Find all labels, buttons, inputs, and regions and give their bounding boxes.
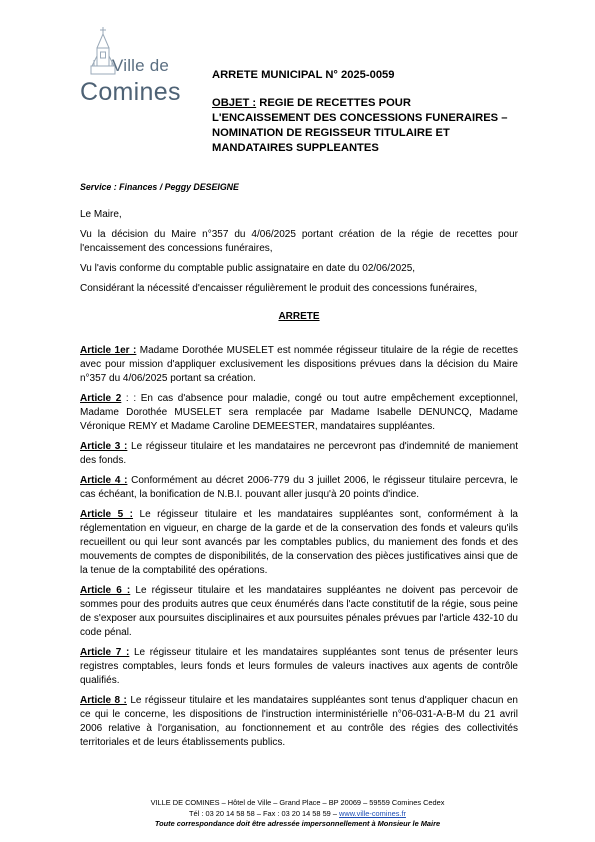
service-line: Service : Finances / Peggy DESEIGNE: [80, 182, 239, 192]
considerant: Considérant la nécessité d'encaisser régulièrement le produit des concessions funéraires,: [80, 283, 478, 294]
article-3: [80, 440, 518, 468]
article-1-label: Article 1er :: [80, 345, 137, 356]
comines-logo: [80, 26, 200, 108]
article-2: [80, 392, 518, 434]
arrete-heading: ARRETE: [278, 311, 320, 322]
vu-avis: Vu l'avis conforme du comptable public assignataire en date du 02/06/2025,: [80, 263, 416, 274]
article-6-label: Article 6 :: [80, 585, 131, 596]
article-7-text: Le régisseur titulaire et les mandataires suppléantes sont tenus de présenter leurs registres comptables, leurs fonds et leurs formules de valeurs inactives aux agents de contrôle qualifiés.: [80, 647, 518, 686]
footer-contact: [0, 809, 595, 820]
object-label: OBJET :: [212, 97, 257, 109]
logo-ville-text: Ville de: [112, 56, 170, 75]
object-block: [212, 96, 512, 156]
article-4: [80, 474, 518, 502]
article-7: [80, 646, 518, 688]
article-2-label: Article 2: [80, 393, 122, 404]
article-5-label: Article 5 :: [80, 509, 134, 520]
le-maire: Le Maire,: [80, 209, 122, 220]
article-2-text: : : En cas d'absence pour maladie, congé ou tout autre empêchement exceptionnel, Madame Dorothée MUSELET sera remplacée par Madame Isabelle DENUNCQ, Madame Véronique REMY et Madame Caroline DEMEESTER, mandataires suppléantes.: [80, 393, 518, 432]
article-4-text: Conformément au décret 2006-779 du 3 juillet 2006, le régisseur titulaire percevra, le cas échéant, la bonification de N.B.I. pouvant aller jusqu'à 20 points d'indice.: [80, 475, 518, 500]
article-3-text: Le régisseur titulaire et les mandataires ne percevront pas d'indemnité de maniement des fonds.: [80, 441, 518, 466]
arrete-number: ARRETE MUNICIPAL N° 2025-0059: [212, 69, 395, 81]
article-3-label: Article 3 :: [80, 441, 128, 452]
article-5-text: Le régisseur titulaire et les mandataires suppléantes sont, conformément à la réglementation en vigueur, en charge de la garde et de la conservation des fonds et valeurs qu'ils recueillent ou qui leur sont avancés par les comptables publics, du maniement des fonds et des mouvements de comptes de disponibilités, de la conservation des pièces justificatives ainsi que de la tenue de la comptabilité des opérations.: [80, 509, 518, 576]
article-8-text: Le régisseur titulaire et les mandataires suppléantes sont tenus d'appliquer chacun en ce qui le concerne, les dispositions de l'instruction interministérielle n°06-031-A-B-M du 21 avril 2006 relative à l'organisation, au fonctionnement et au contrôle des régies des collectivités territoriales et de leurs établissements publics.: [80, 695, 518, 748]
article-6-text: Le régisseur titulaire et les mandataires suppléantes ne doivent pas percevoir de sommes pour des produits autres que ceux énumérés dans l'acte constitutif de la régie, sous peine de s'exposer aux poursuites disciplinaires et aux poursuites pénales prévues par l'article 432-10 du code pénal.: [80, 585, 519, 638]
article-5: [80, 508, 518, 578]
document-body: [80, 208, 518, 756]
article-1: [80, 344, 518, 386]
object-text: REGIE DE RECETTES POUR L'ENCAISSEMENT DES CONCESSIONS FUNERAIRES – NOMINATION DE REGISSEUR TITULAIRE ET MANDATAIRES SUPPLEANTES: [212, 97, 508, 154]
article-6: [80, 584, 518, 640]
article-8: [80, 694, 518, 750]
footer-note: Toute correspondance doit être adressée impersonnellement à Monsieur le Maire: [154, 819, 441, 828]
footer-phone-fax: Tél : 03 20 14 58 58 – Fax : 03 20 14 58 59 –: [189, 808, 340, 818]
document-header: [212, 68, 512, 156]
page-footer: [0, 798, 595, 830]
article-8-label: Article 8 :: [80, 695, 127, 706]
article-7-label: Article 7 :: [80, 647, 130, 658]
website-link[interactable]: www.ville-comines.fr: [339, 808, 406, 818]
footer-address: VILLE DE COMINES – Hôtel de Ville – Grand Place – BP 20069 – 59559 Comines Cedex: [150, 798, 445, 807]
article-4-label: Article 4 :: [80, 475, 128, 486]
vu-decision: Vu la décision du Maire n°357 du 4/06/2025 portant création de la régie de recettes pour l'encaissement des concessions funéraires,: [80, 229, 518, 254]
article-1-text: Madame Dorothée MUSELET est nommée régisseur titulaire de la régie de recettes avec pour mission d'appliquer exclusivement les dispositions prévues dans la décision du Maire n°357 du 4/06/2025 portant sa création.: [80, 345, 518, 384]
logo-comines-text: Comines: [80, 78, 181, 106]
